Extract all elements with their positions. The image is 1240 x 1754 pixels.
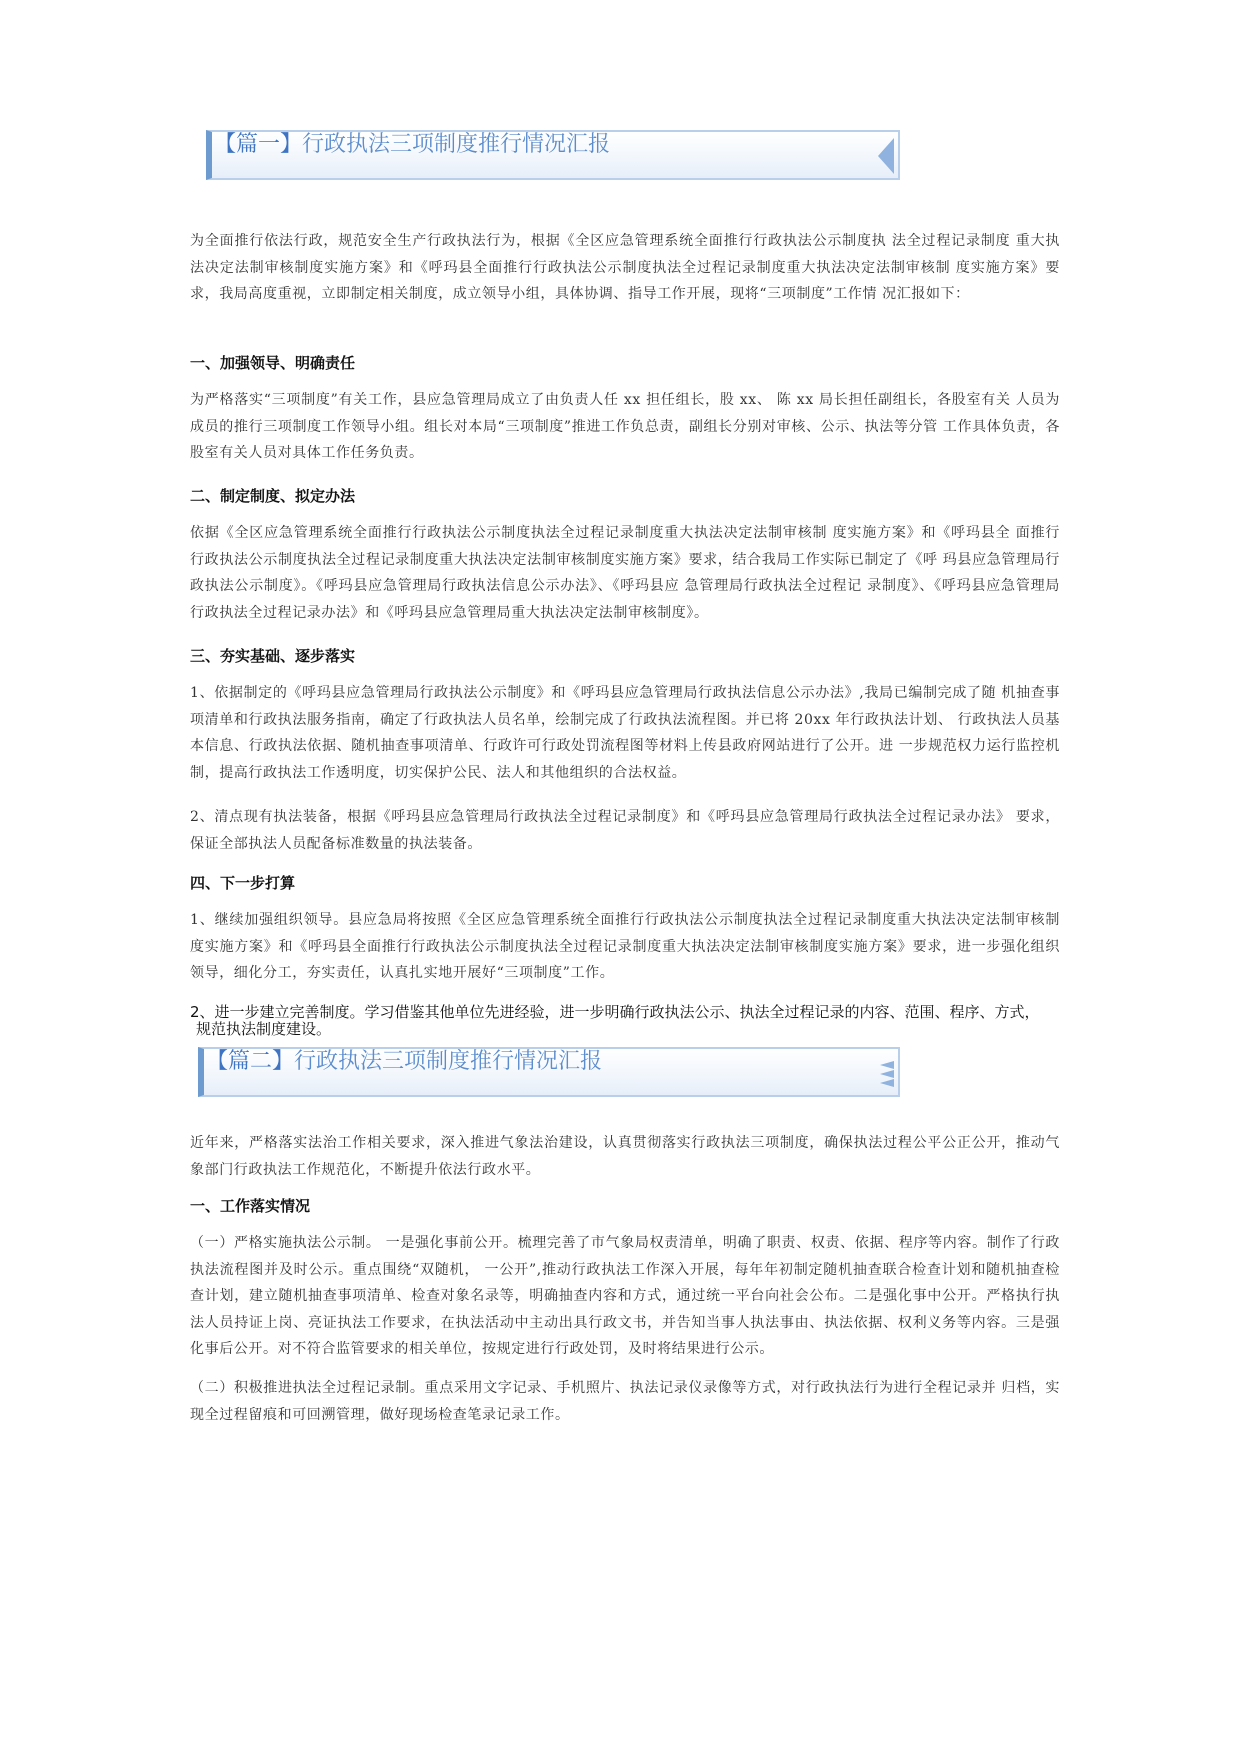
article1-heading-2: 二、制定制度、拟定办法 [190, 487, 356, 505]
article1-paragraph-4: 2、清点现有执法装备，根据《呼玛县应急管理局行政执法全过程记录制度》和《呼玛县应急管理局行政执法全过程记录办法》 要求，保证全部执法人员配备标准数量的执法装备。 [190, 809, 1060, 852]
article1-paragraph-2: 依据《全区应急管理系统全面推行行政执法公示制度执法全过程记录制度重大执法决定法制审核制 度实施方案》和《呼玛县全 面推行行政执法公示制度执法全过程记录制度重大执法决定法制审核制度实施方案》要求，结合我局工作实际已制定了《呼 玛县应急管理局行政执法公示制度》。《呼玛县应急管理局行政执法信息公示办法》、《呼玛县应 急管理局行政执法全过程记 录制度》、《呼玛县应急管理局行政执法全过程记录办法》和《呼玛县应急管理局重大执法决定法制审核制度》。 [190, 525, 1060, 621]
article1-heading-4: 四、下一步打算 [190, 874, 296, 892]
article1-title-text: 行政执法三项制度推行情况汇报 [302, 132, 611, 157]
article2-title-banner [198, 1047, 900, 1097]
article2-title-bracket: 【篇二】 [206, 1049, 295, 1074]
article1-title-bracket: 【篇一】 [214, 132, 303, 157]
article1-paragraph-6-line-1: 2、进一步建立完善制度。学习借鉴其他单位先进经验，进一步明确行政执法公示、执法全过程记录的内容、范围、程序、方式， [190, 1003, 1040, 1021]
article1-title-banner [206, 130, 900, 180]
article2-paragraph-2: （二）积极推进执法全过程记录制。重点采用文字记录、手机照片、执法记录仪录像等方式，对行政执法行为进行全程记录并 归档，实现全过程留痕和可回溯管理，做好现场检查笔录记录工作。 [190, 1380, 1060, 1423]
article2-intro: 近年来，严格落实法治工作相关要求，深入推进气象法治建设，认真贯彻落实行政执法三项制度，确保执法过程公平公正公开，推动气象部门行政执法工作规范化，不断提升依法行政水平。 [190, 1135, 1060, 1178]
article2-paragraph-1: （一）严格实施执法公示制。 一是强化事前公开。梳理完善了市气象局权责清单，明确了职责、权责、依据、程序等内容。制作了行政执法流程图并及时公示。重点围绕“双随机， 一公开”,推动行政执法工作深入开展，每年年初制定随机抽查联合检查计划和随机抽查检查计划，建立随机抽查事项清单、检查对象名录等，明确抽查内容和方式，通过统一平台向社会公布。二是强化事中公开。严格执行执法人员持证上岗、亮证执法工作要求，在执法活动中主动出具行政文书，并告知当事人执法事由、执法依据、权利义务等内容。三是强化事后公开。对不符合监管要求的相关单位，按规定进行行政处罚，及时将结果进行公示。 [190, 1235, 1060, 1357]
article2-title-text: 行政执法三项制度推行情况汇报 [294, 1049, 603, 1074]
article1-intro: 为全面推行依法行政，规范安全生产行政执法行为，根据《全区应急管理系统全面推行行政执法公示制度执 法全过程记录制度 重大执法决定法制审核制度实施方案》和《呼玛县全面推行行政执法公示制度执法全过程记录制度重大执法决定法制审核制 度实施方案》要求，我局高度重视，立即制定相关制度，成立领导小组，具体协调、指导工作开展，现将“三项制度”工作情 况汇报如下： [190, 233, 1060, 302]
article1-paragraph-3: 1、依据制定的《呼玛县应急管理局行政执法公示制度》和《呼玛县应急管理局行政执法信息公示办法》,我局已编制完成了随 机抽查事项清单和行政执法服务指南，确定了行政执法人员名单，绘制完成了行政执法流程图。并已将 20xx 年行政执法计划、 行政执法人员基本信息、行政执法依据、随机抽查事项清单、行政许可行政处罚流程图等材料上传县政府网站进行了公开。进 一步规范权力运行监控机制，提高行政执法工作透明度，切实保护公民、法人和其他组织的合法权益。 [190, 685, 1060, 781]
article1-heading-1: 一、加强领导、明确责任 [190, 354, 356, 372]
article1-heading-3: 三、夯实基础、逐步落实 [190, 647, 356, 665]
article1-paragraph-5: 1、继续加强组织领导。县应急局将按照《全区应急管理系统全面推行行政执法公示制度执法全过程记录制度重大执法决定法制审核制度实施方案》和《呼玛县全面推行行政执法公示制度执法全过程记录制度重大执法决定法制审核制度实施方案》要求，进一步强化组织领导，细化分工，夯实责任，认真扎实地开展好“三项制度”工作。 [190, 912, 1060, 981]
triangle-arrow-left-icon [878, 138, 894, 174]
stacked-arrows-left-icon [878, 1055, 894, 1091]
article2-title [206, 1049, 602, 1075]
article2-heading-1: 一、工作落实情况 [190, 1197, 311, 1215]
article1-paragraph-6-line-2: 规范执法制度建设。 [196, 1020, 332, 1038]
article1-title [214, 132, 610, 158]
article1-paragraph-6 [190, 1004, 1070, 1038]
article1-paragraph-1: 为严格落实“三项制度”有关工作，县应急管理局成立了由负责人任 xx 担任组长，股 xx、 陈 xx 局长担任副组长，各股室有关 人员为成员的推行三项制度工作领导小组。组长对本局“三项制度”推进工作负总责，副组长分别对审核、公示、执法等分管 工作具体负责，各股室有关人员对具体工作任务负责。 [190, 392, 1060, 461]
